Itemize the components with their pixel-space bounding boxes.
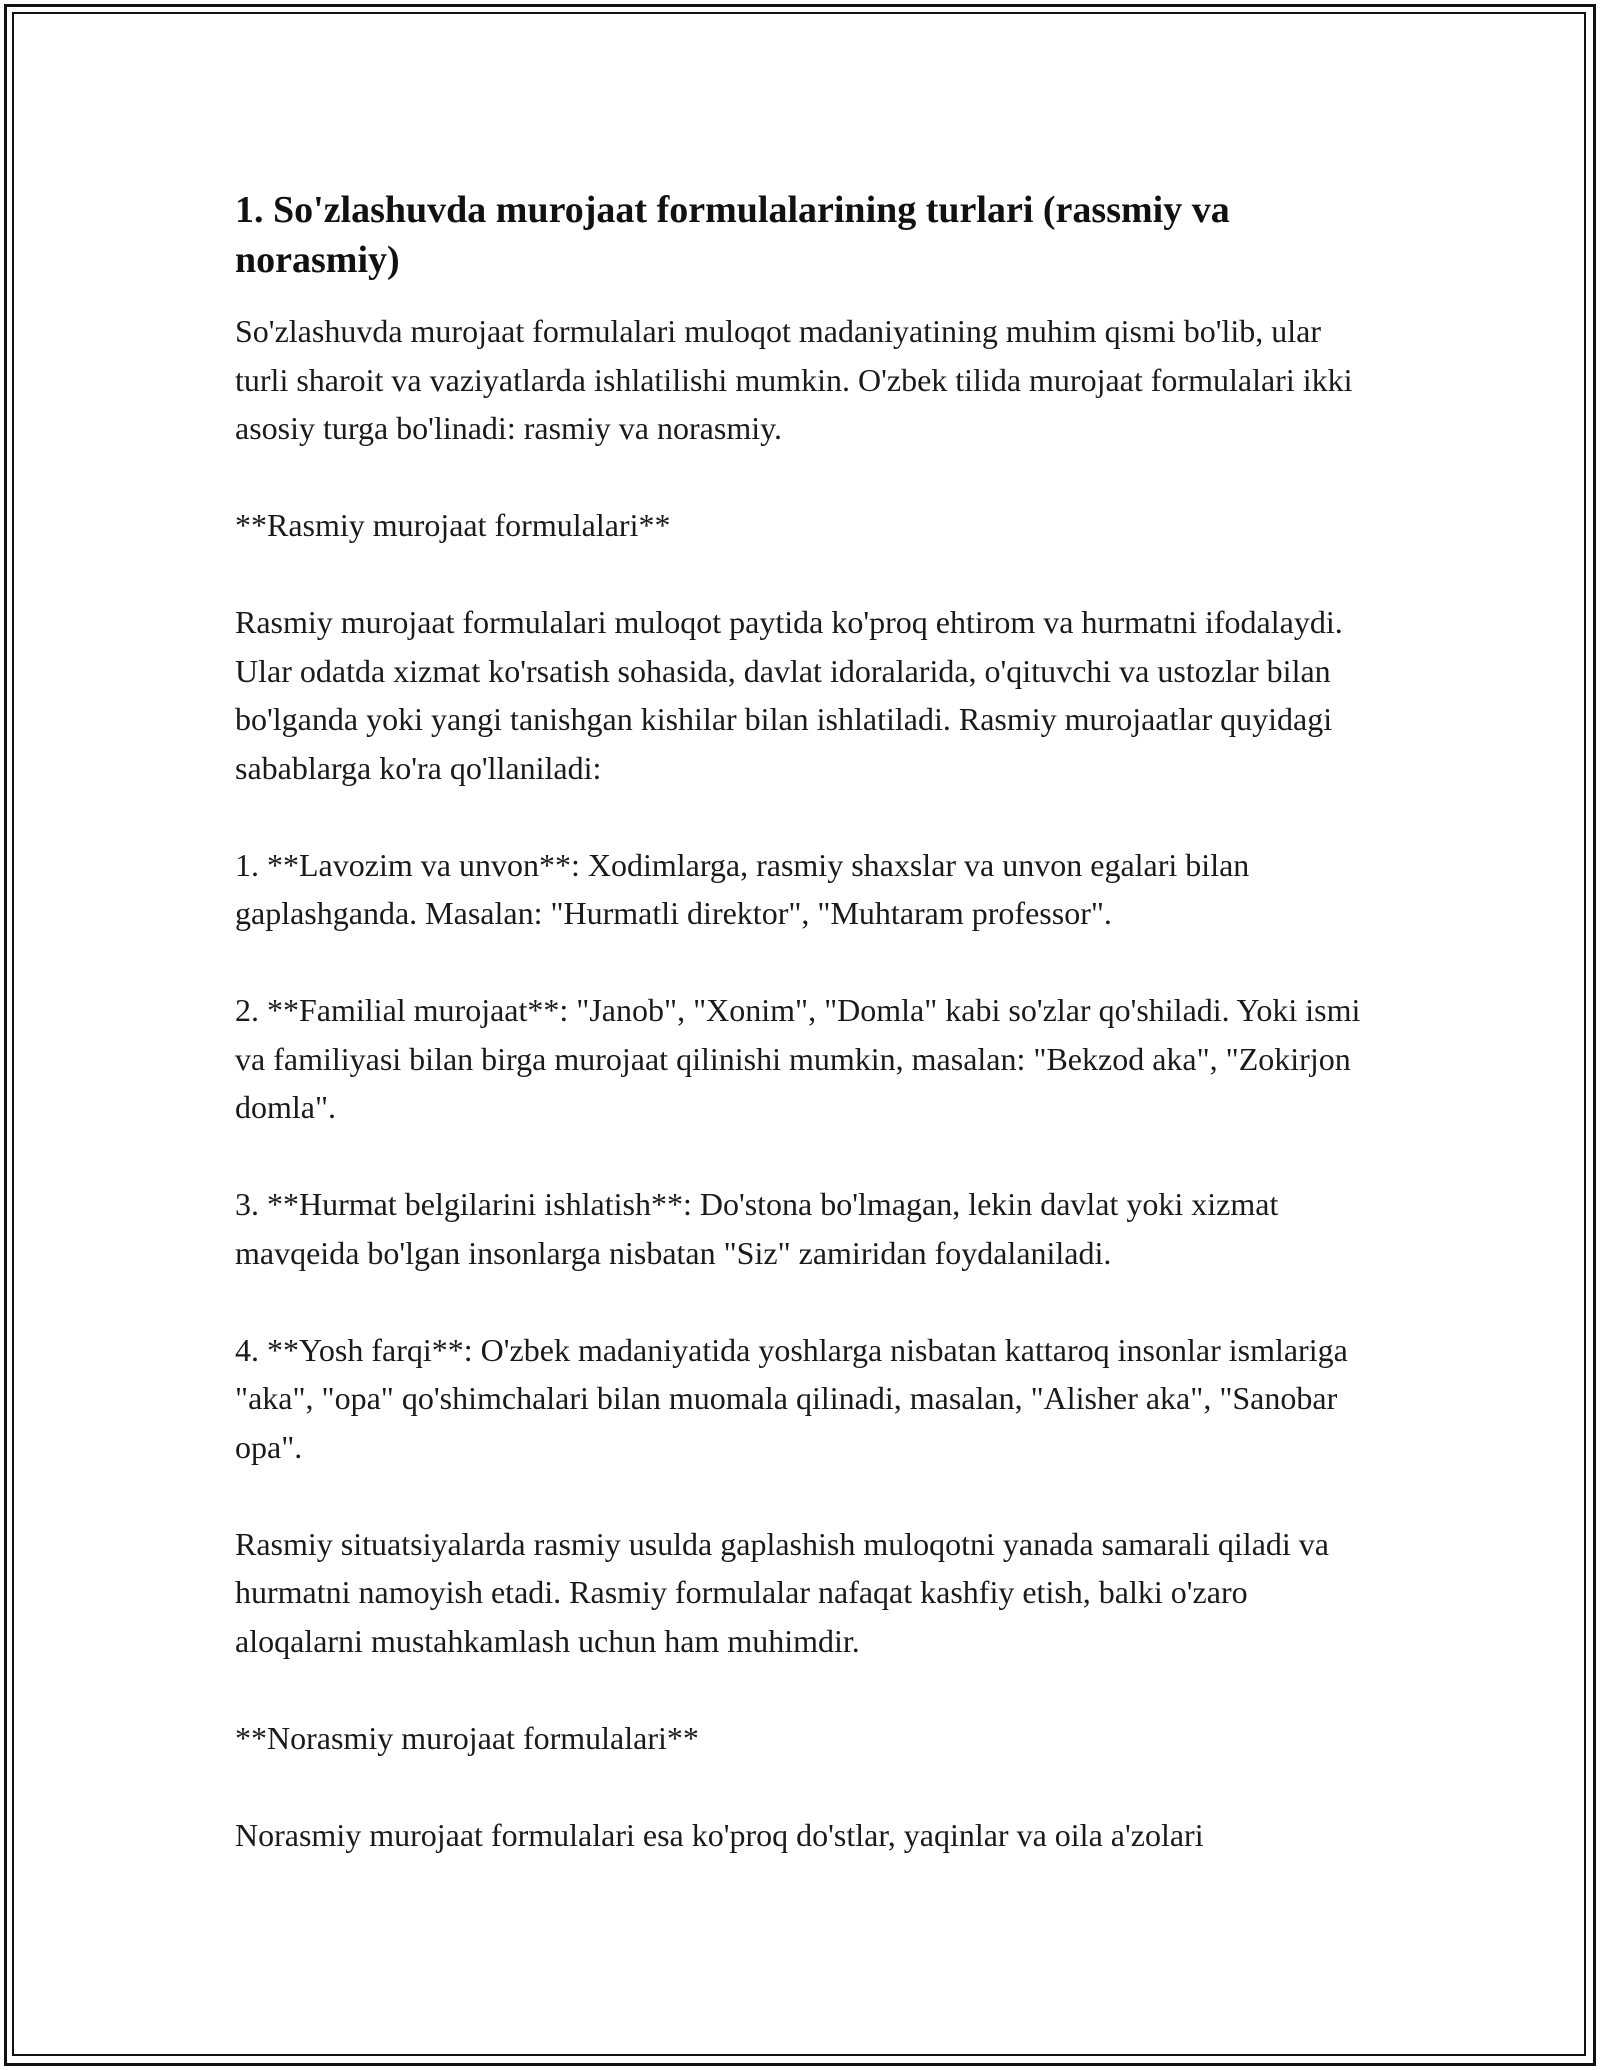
paragraph-intro: So'zlashuvda murojaat formulalari muloqot madaniyatining muhim qismi bo'lib, ular turli sharoit va vaziyatlarda ishlatilishi mumkin. O'zbek tilida murojaat formulalari ikki asosiy turga bo'linadi: rasmiy va norasmiy.: [235, 313, 1353, 446]
list-item-age-difference: 4. **Yosh farqi**: O'zbek madaniyatida yoshlarga nisbatan kattaroq insonlar ismlariga "aka", "opa" qo'shimchalari bilan muomala qilinadi, masalan, "Alisher aka", "Sanobar opa".: [235, 1331, 1348, 1465]
paragraph-formal-description: Rasmiy murojaat formulalari muloqot paytida ko'proq ehtirom va hurmatni ifodalaydi. Ular odatda xizmat ko'rsatish sohasida, davlat idoralarida, o'qituvchi va ustozlar bilan bo'lganda yoki yangi tanishgan kishilar bilan ishlatiladi. Rasmiy murojaatlar quyidagi sabablarga ko'ra qo'llaniladi:: [235, 604, 1343, 786]
document-page: [235, 185, 1375, 1908]
list-item-position-title: 1. **Lavozim va unvon**: Xodimlarga, rasmiy shaxslar va unvon egalari bilan gaplashganda. Masalan: "Hurmatli direktor", "Muhtaram professor".: [235, 846, 1250, 931]
subheading-formal: **Rasmiy murojaat formulalari**: [235, 507, 671, 543]
list-item-familial: 2. **Familial murojaat**: "Janob", "Xonim", "Domla" kabi so'zlar qo'shiladi. Yoki ismi va familiyasi bilan birga murojaat qilinishi mumkin, masalan: "Bekzod aka", "Zokirjon domla".: [235, 992, 1361, 1125]
paragraph-formal-conclusion: Rasmiy situatsiyalarda rasmiy usulda gaplashish muloqotni yanada samarali qiladi va hurmatni namoyish etadi. Rasmiy formulalar nafaqat kashfiy etish, balki o'zaro aloqalarni mustahkamlash uchun ham muhimdir.: [235, 1525, 1329, 1659]
section-heading: 1. So'zlashuvda murojaat formulalarining turlari (rassmiy va norasmiy): [235, 189, 1230, 281]
list-item-respect-signs: 3. **Hurmat belgilarini ishlatish**: Do'stona bo'lmagan, lekin davlat yoki xizmat mavqeida bo'lgan insonlarga nisbatan "Siz" zamiridan foydalaniladi.: [235, 1186, 1279, 1271]
subheading-informal: **Norasmiy murojaat formulalari**: [235, 1719, 699, 1756]
paragraph-informal-description: Norasmiy murojaat formulalari esa ko'proq do'stlar, yaqinlar va oila a'zolari: [235, 1816, 1204, 1853]
